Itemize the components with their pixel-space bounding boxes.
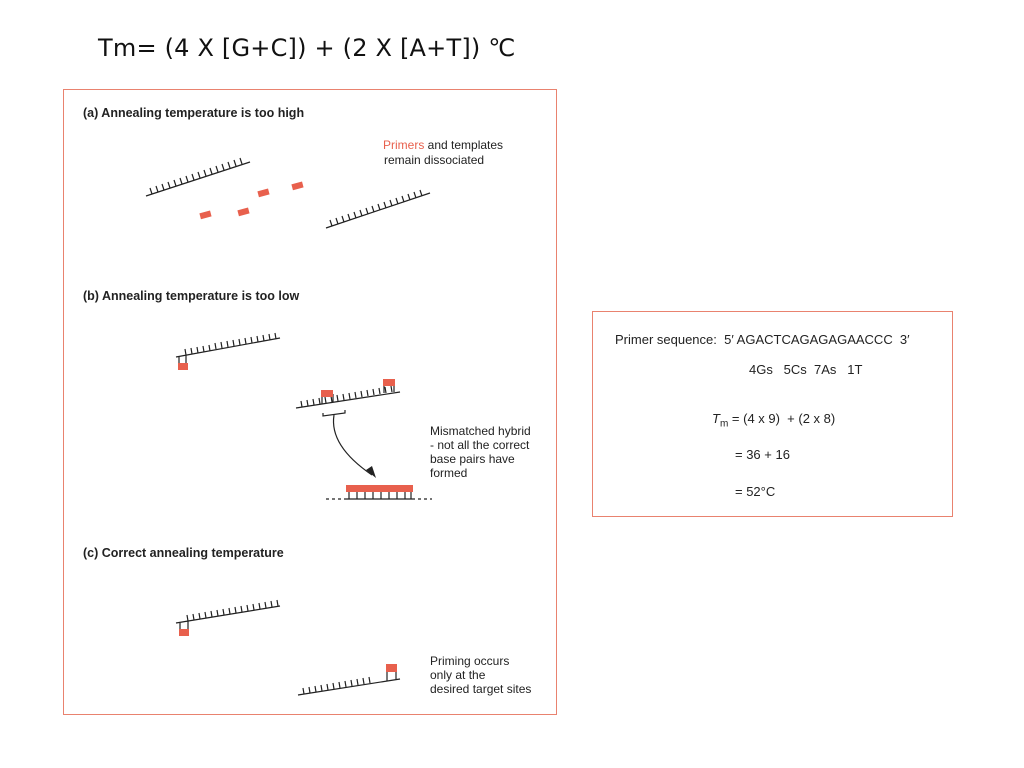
base-counts: 4Gs 5Cs 7As 1T (749, 362, 863, 377)
template-strand-b2 (296, 384, 400, 475)
bound-primer (321, 390, 333, 397)
section-b-note-line3: base pairs have (430, 452, 515, 466)
template-strand-b1 (176, 333, 280, 365)
section-a-heading: (a) Annealing temperature is too high (83, 106, 305, 120)
mismatched-hybrid (326, 492, 432, 499)
primer-sequence-line (615, 332, 910, 347)
bound-primer (383, 379, 395, 386)
tm-formula-title: Tm= (4 X [G+C]) + (2 X [A+T]) ℃ (98, 34, 516, 62)
primer-sequence-value: 5′ AGACTCAGAGAGAACCC 3′ (724, 332, 910, 347)
tm-step-sum: = 36 + 16 (735, 447, 790, 462)
section-c-note-line2: only at the (430, 668, 486, 682)
bound-primer (178, 363, 188, 370)
tm-result: = 52°C (735, 484, 776, 499)
section-c-heading: (c) Correct annealing temperature (83, 546, 284, 560)
bound-primer (386, 664, 397, 672)
template-strand-a1 (146, 158, 250, 196)
template-strand-a2 (326, 190, 430, 228)
template-strand-c2 (298, 670, 400, 695)
free-primer (199, 211, 211, 220)
section-c-note-line1: Priming occurs (430, 654, 510, 668)
tm-subscript: m (719, 418, 729, 430)
hybrid-primer (346, 485, 413, 492)
bound-primer (179, 629, 189, 636)
section-c-note-line3: desired target sites (430, 682, 532, 696)
section-a-note-line2: remain dissociated (384, 153, 485, 167)
tm-expression: = (4 x 9) + (2 x 8) (728, 411, 836, 426)
tm-equation (712, 411, 835, 430)
section-a-note-rest: and templates (424, 138, 504, 152)
free-primer (237, 208, 249, 217)
primer-sequence-label: Primer sequence: (615, 332, 717, 347)
section-b-note-line2: - not all the correct (430, 438, 530, 452)
free-primer (257, 189, 269, 198)
section-b-note-line1: Mismatched hybrid (430, 424, 531, 438)
section-b-note-line4: formed (430, 466, 468, 480)
free-primer (291, 182, 303, 191)
tm-symbol: T (712, 411, 720, 426)
primers-word: Primers (383, 138, 425, 152)
section-b-heading: (b) Annealing temperature is too low (83, 289, 300, 303)
template-strand-c1 (176, 600, 280, 631)
